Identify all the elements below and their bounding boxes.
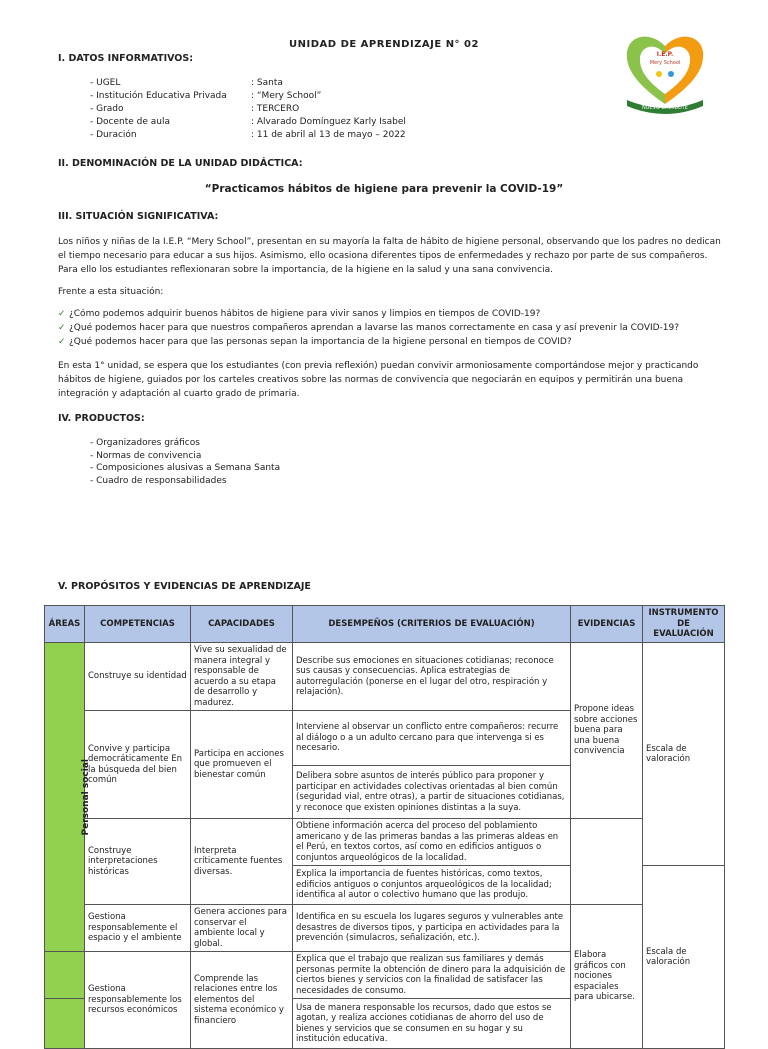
datos-row	[90, 129, 406, 142]
product-item: - Composiciones alusivas a Semana Santa	[90, 463, 281, 473]
capacity-cell: Participa en acciones que promueven el bienestar común	[191, 711, 293, 819]
evidence-cell: Propone ideas sobre acciones buena para una buena convivencia	[571, 643, 643, 819]
competence-cell: Construye interpretaciones históricas	[85, 819, 191, 905]
table-header: DESEMPEÑOS (CRITERIOS DE EVALUACIÓN)	[293, 606, 571, 643]
performance-cell: Delibera sobre asuntos de interés público para proponer y participar en actividades colectivas orientadas al bien común (seguridad vial, entre otras), a partir de situaciones cotidianas, y reconoce que existen opiniones distintas a la suya.	[293, 766, 571, 819]
datos-list	[90, 77, 406, 142]
table-header: CAPACIDADES	[191, 606, 293, 643]
logo-top-text: I.E.P.	[656, 51, 674, 58]
performance-cell: Usa de manera responsable los recursos, dado que estos se agotan, y realiza acciones cotidianas de ahorro del uso de bienes y servicios que se consumen en su hogar y su institución educativa.	[293, 999, 571, 1049]
performance-cell: Identifica en su escuela los lugares seguros y vulnerables ante desastres de diversos tipos, y participa en actividades para la prevención (simulacros, señalización, etc.).	[293, 905, 571, 952]
area-cell: Personal social	[45, 643, 85, 952]
product-item: - Cuadro de responsabilidades	[90, 475, 227, 486]
products-list	[90, 437, 280, 487]
datos-label: - Institución Educativa Privada	[90, 91, 227, 101]
situation-intro: Frente a esta situación:	[58, 287, 164, 297]
datos-row	[90, 103, 406, 116]
datos-label: - Grado	[90, 104, 124, 114]
instrument-cell: Escala de valoración	[643, 643, 725, 866]
datos-label: - Duración	[90, 130, 137, 140]
logo-ribbon-text: NUEVO CHIMBOTE	[642, 105, 688, 111]
datos-row	[90, 90, 406, 103]
expectation-paragraph: En esta 1° unidad, se espera que los estudiantes (con previa reflexión) puedan convivir armoniosamente comportándose mejor y practicando hábitos de higiene, guiados por los carteles creativos sobre las normas de convivencia que negociarán en equipos y permitirán una buena integración y adaptación al cuarto grado de primaria.	[58, 361, 699, 399]
table-header: ÁREAS	[45, 606, 85, 643]
check-icon: ✓	[58, 337, 66, 347]
datos-row	[90, 77, 406, 90]
competence-cell: Construye su identidad	[85, 643, 191, 711]
capacity-cell: Interpreta críticamente fuentes diversas.	[191, 819, 293, 905]
datos-value: : “Mery School”	[251, 91, 322, 101]
capacity-cell: Genera acciones para conservar el ambiente local y global.	[191, 905, 293, 952]
performance-cell: Describe sus emociones en situaciones cotidianas; reconoce sus causas y consecuencias. Aplica estrategias de autorregulación (ponerse en el lugar del otro, respiración y relajación).	[293, 643, 571, 711]
instrument-cell: Escala de valoración	[643, 866, 725, 1049]
section-heading: IV. PRODUCTOS:	[58, 413, 145, 424]
performance-cell: Explica la importancia de fuentes históricas, como textos, edificios antiguos o conjuntos arqueológicos de la localidad; identifica al autor o colectivo humano que las produjo.	[293, 866, 571, 905]
situation-paragraph: Los niños y niñas de la I.E.P. “Mery School”, presentan en su mayoría la falta de hábito de higiene personal, observando que los padres no dedican el tiempo necesario para educar a sus hijos. Asimismo, ello ocasiona diferentes tipos de enfermedades y rechazo por parte de sus compañeros. Para ello los estudiantes reflexionaran sobre la importancia, de la higiene en la salud y una sana convivencia.	[58, 237, 721, 275]
evidence-cell	[571, 819, 643, 905]
section-heading: III. SITUACIÓN SIGNIFICATIVA:	[58, 211, 219, 222]
school-logo	[619, 26, 711, 116]
datos-value: : Alvarado Domínguez Karly Isabel	[251, 117, 406, 127]
learning-table	[44, 605, 725, 1049]
datos-label: - UGEL	[90, 78, 121, 88]
check-icon: ✓	[58, 323, 66, 333]
performance-cell: Interviene al observar un conflicto entre compañeros: recurre al diálogo o a un adulto cercano para que intervenga si es necesario.	[293, 711, 571, 766]
competence-cell: Gestiona responsablemente el espacio y el ambiente	[85, 905, 191, 952]
product-item: - Organizadores gráficos	[90, 438, 200, 448]
datos-row	[90, 116, 406, 129]
evidence-cell: Elabora gráficos con nociones espaciales para ubicarse.	[571, 905, 643, 1049]
check-icon: ✓	[58, 309, 66, 319]
section-heading: V. PROPÓSITOS Y EVIDENCIAS DE APRENDIZAJE	[58, 581, 311, 592]
logo-inner-text: Mery School	[649, 60, 681, 66]
competence-cell: Convive y participa democráticamente En la búsqueda del bien común	[85, 711, 191, 819]
capacity-cell: Comprende las relaciones entre los elementos del sistema económico y financiero	[191, 952, 293, 1049]
section-heading: II. DENOMINACIÓN DE LA UNIDAD DIDÁCTICA:	[58, 158, 303, 169]
table-header: INSTRUMENTO DE EVALUACIÓN	[643, 606, 725, 643]
question-item: ✓ ¿Qué podemos hacer para que las personas sepan la importancia de la higiene personal en tiempos de COVID?	[58, 337, 572, 347]
datos-value: : Santa	[251, 78, 283, 88]
product-item: - Normas de convivencia	[90, 450, 202, 461]
performance-cell: Obtiene información acerca del proceso del poblamiento americano y de las primeras bandas a las primeras aldeas en el Perú, en textos cortos, así como en edificios antiguos o conjuntos arqueológicos de la localidad.	[293, 819, 571, 866]
datos-value: : TERCERO	[251, 104, 300, 114]
competence-cell: Gestiona responsablemente los recursos económicos	[85, 952, 191, 1049]
table-header: EVIDENCIAS	[571, 606, 643, 643]
datos-label: - Docente de aula	[90, 117, 171, 127]
section-heading: I. DATOS INFORMATIVOS:	[58, 53, 194, 64]
area-cell	[45, 952, 85, 999]
question-item: ✓ ¿Qué podemos hacer para que nuestros compañeros aprendan a lavarse las manos correctamente en casa y así prevenir la COVID-19?	[58, 323, 680, 333]
unit-name: “Practicamos hábitos de higiene para prevenir la COVID-19”	[204, 183, 564, 195]
datos-value: : 11 de abril al 13 de mayo – 2022	[251, 130, 406, 140]
performance-cell: Explica que el trabajo que realizan sus familiares y demás personas permite la obtención de dinero para la adquisición de ciertos bienes y servicios con la finalidad de satisfacer las necesidades de consumo.	[293, 952, 571, 999]
table-header: COMPETENCIAS	[85, 606, 191, 643]
question-item: ✓ ¿Cómo podemos adquirir buenos hábitos de higiene para vivir sanos y limpios en tiempos de COVID-19?	[58, 309, 541, 319]
document-title: UNIDAD DE APRENDIZAJE N° 02	[289, 39, 479, 50]
question-list	[58, 307, 724, 349]
capacity-cell: Vive su sexualidad de manera integral y responsable de acuerdo a su etapa de desarrollo y madurez.	[191, 643, 293, 711]
